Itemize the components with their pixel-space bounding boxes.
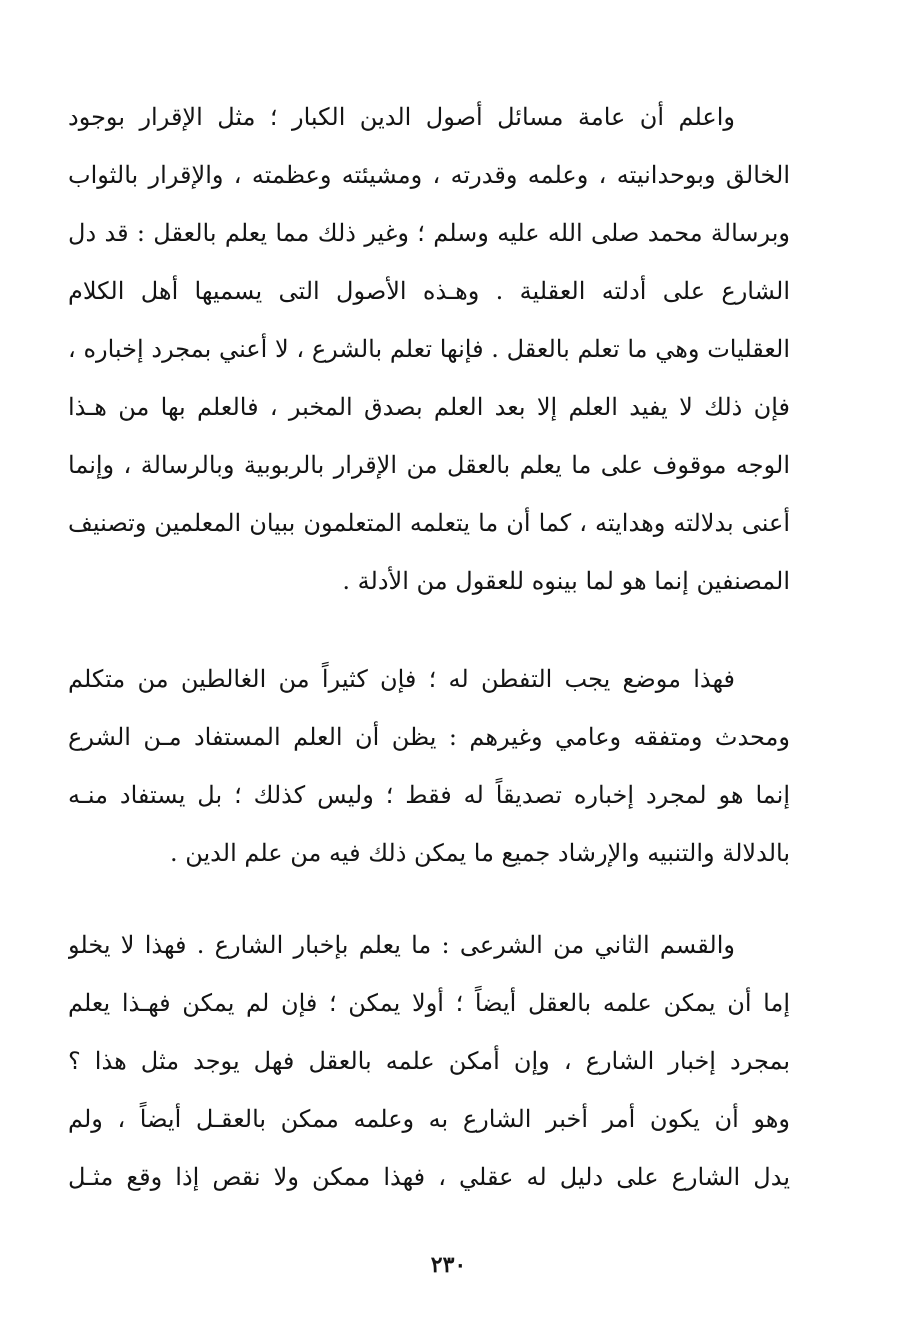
paragraph-line: إما أن يمكن علمه بالعقل أيضاً ؛ أولا يمكن ؛ فإن لم يمكن فهـذا يعلم bbox=[68, 989, 790, 1017]
paragraph-line: الوجه موقوف على ما يعلم بالعقل من الإقرار بالربوبية وبالرسالة ، وإنما bbox=[68, 451, 790, 479]
paragraph-1 bbox=[68, 88, 790, 610]
paragraph-line: والقسم الثاني من الشرعى : ما يعلم بإخبار الشارع . فهذا لا يخلو bbox=[68, 931, 735, 959]
paragraph-2 bbox=[68, 650, 790, 882]
paragraph-line: بالدلالة والتنبيه والإرشاد جميع ما يمكن ذلك فيه من علم الدين . bbox=[169, 839, 790, 867]
paragraph-line: فإن ذلك لا يفيد العلم إلا بعد العلم بصدق المخبر ، فالعلم بها من هـذا bbox=[68, 393, 790, 421]
paragraph-line: بمجرد إخبار الشارع ، وإن أمكن علمه بالعقل فهل يوجد مثل هذا ؟ bbox=[68, 1047, 790, 1075]
page-number: ٢٣٠ bbox=[430, 1252, 467, 1278]
paragraph-line: العقليات وهي ما تعلم بالعقل . فإنها تعلم بالشرع ، لا أعني بمجرد إخباره ، bbox=[68, 335, 790, 363]
paragraph-line: وبرسالة محمد صلى الله عليه وسلم ؛ وغير ذلك مما يعلم بالعقل : قد دل bbox=[68, 219, 790, 247]
paragraph-line: الشارع على أدلته العقلية . وهـذه الأصول التى يسميها أهل الكلام bbox=[68, 277, 790, 305]
paragraph-line: إنما هو لمجرد إخباره تصديقاً له فقط ؛ وليس كذلك ؛ بل يستفاد منـه bbox=[68, 781, 790, 809]
paragraph-line: فهذا موضع يجب التفطن له ؛ فإن كثيراً من الغالطين من متكلم bbox=[68, 665, 735, 693]
paragraph-line: واعلم أن عامة مسائل أصول الدين الكبار ؛ مثل الإقرار بوجود bbox=[68, 103, 735, 131]
paragraph-3 bbox=[68, 916, 790, 1206]
paragraph-line: أعنى بدلالته وهدايته ، كما أن ما يتعلمه المتعلمون ببيان المعلمين وتصنيف bbox=[68, 509, 790, 537]
paragraph-line: الخالق وبوحدانيته ، وعلمه وقدرته ، ومشيئته وعظمته ، والإقرار بالثواب bbox=[68, 161, 790, 189]
paragraph-line: يدل الشارع على دليل له عقلي ، فهذا ممكن ولا نقص إذا وقع مثـل bbox=[68, 1163, 790, 1191]
paragraph-line: وهو أن يكون أمر أخبر الشارع به وعلمه ممكن بالعقـل أيضاً ، ولم bbox=[68, 1105, 790, 1133]
paragraph-line: ومحدث ومتفقه وعامي وغيرهم : يظن أن العلم المستفاد مـن الشرع bbox=[68, 723, 790, 751]
paragraph-line: المصنفين إنما هو لما بينوه للعقول من الأدلة . bbox=[342, 567, 790, 595]
